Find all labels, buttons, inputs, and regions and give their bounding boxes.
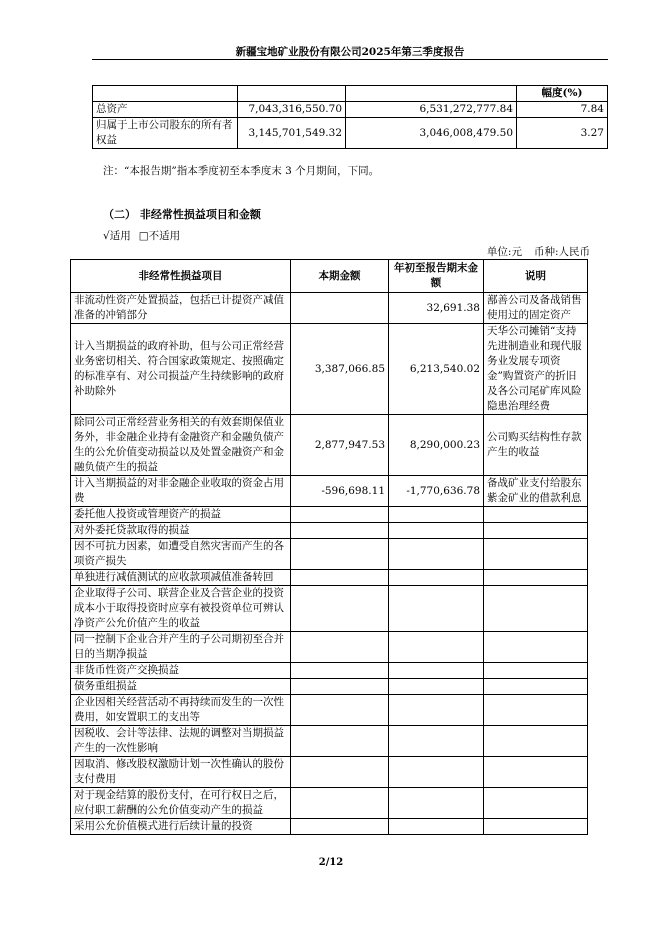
ytd-cell — [389, 788, 484, 819]
applicability-options — [103, 228, 188, 243]
ytd-cell — [389, 586, 484, 632]
item-cell: 因取消、修改股权激励计划一次性确认的股份支付费用 — [71, 757, 291, 788]
note-cell — [484, 632, 588, 663]
item-cell: 企业取得子公司、联营企业及合营企业的投资成本小于取得投资时应享有被投资单位可辨认净资产公允价值产生的收益 — [71, 586, 291, 632]
note-cell — [484, 570, 588, 586]
item-cell: 对于现金结算的股份支付，在可行权日之后，应付职工薪酬的公允价值变动产生的损益 — [71, 788, 291, 819]
table-row — [71, 663, 588, 679]
item-cell: 除同公司正常经营业务相关的有效套期保值业务外，非金融企业持有金融资产和金融负债产生的公允价值变动损益以及处置金融资产和金融负债产生的损益 — [71, 415, 291, 476]
current-cell — [291, 788, 389, 819]
current-cell — [291, 507, 389, 523]
current-cell: 3,387,066.85 — [291, 324, 389, 415]
item-cell: 计入当期损益的对非金融企业收取的资金占用费 — [71, 476, 291, 507]
current-cell — [291, 523, 389, 539]
note-cell — [484, 819, 588, 835]
table-row — [71, 415, 588, 476]
ytd-cell — [389, 726, 484, 757]
item-cell: 委托他人投资或管理资产的损益 — [71, 507, 291, 523]
change-header: 幅度(%) — [517, 86, 608, 102]
item-cell: 非流动性资产处置损益，包括已计提资产减值准备的冲销部分 — [71, 293, 291, 324]
ytd-cell — [389, 679, 484, 695]
ytd-cell — [389, 757, 484, 788]
table-row — [71, 523, 588, 539]
table-row — [71, 570, 588, 586]
current-cell — [291, 695, 389, 726]
ytd-cell — [389, 523, 484, 539]
current-cell: 2,877,947.53 — [291, 415, 389, 476]
ytd-cell — [389, 632, 484, 663]
item-cell: 计入当期损益的政府补助，但与公司正常经营业务密切相关、符合国家政策规定、按照确定的标准享有、对公司损益产生持续影响的政府补助除外 — [71, 324, 291, 415]
note-cell — [484, 726, 588, 757]
table-row — [71, 632, 588, 663]
header-divider — [92, 59, 608, 60]
report-header: 新疆宝地矿业股份有限公司2025年第三季度报告 — [235, 46, 465, 58]
ytd-cell: 6,213,540.02 — [389, 324, 484, 415]
current-cell — [291, 586, 389, 632]
table-row — [93, 118, 608, 149]
table-header-row — [71, 260, 588, 293]
ytd-cell: 8,290,000.23 — [389, 415, 484, 476]
note-cell — [484, 663, 588, 679]
prior-cell: 6,531,272,777.84 — [346, 102, 517, 118]
table-row — [71, 586, 588, 632]
item-cell: 非货币性资产交换损益 — [71, 663, 291, 679]
current-cell — [291, 293, 389, 324]
currency-label: 币种:人民币 — [533, 246, 590, 258]
item-cell: 因不可抗力因素，如遭受自然灾害而产生的各项资产损失 — [71, 539, 291, 570]
current-cell — [291, 679, 389, 695]
non-recurring-items-table — [70, 259, 588, 835]
section-title: （二） 非经常性损益项目和金额 — [103, 208, 261, 221]
current-cell — [291, 663, 389, 679]
note-cell — [484, 788, 588, 819]
item-cell: 因税收、会计等法律、法规的调整对当期损益产生的一次性影响 — [71, 726, 291, 757]
header-current: 本期金额 — [291, 260, 389, 293]
ytd-cell — [389, 539, 484, 570]
current-cell — [291, 726, 389, 757]
item-cell: 对外委托贷款取得的损益 — [71, 523, 291, 539]
item-cell: 债务重组损益 — [71, 679, 291, 695]
table-row — [71, 695, 588, 726]
note-cell — [484, 679, 588, 695]
table-row — [71, 539, 588, 570]
header-item: 非经常性损益项目 — [71, 260, 291, 293]
header-note: 说明 — [484, 260, 588, 293]
note-cell: 备战矿业支付给股东紫金矿业的借款利息 — [484, 476, 588, 507]
note-cell — [484, 507, 588, 523]
item-cell: 企业因相关经营活动不再持续而发生的一次性费用，如安置职工的支出等 — [71, 695, 291, 726]
item-cell: 归属于上市公司股东的所有者权益 — [93, 118, 238, 149]
note-cell: 公司购买结构性存款产生的收益 — [484, 415, 588, 476]
unit-line — [475, 244, 590, 259]
current-cell — [291, 570, 389, 586]
note-cell — [484, 523, 588, 539]
ytd-cell — [389, 695, 484, 726]
current-cell: 7,043,316,550.70 — [238, 102, 346, 118]
current-cell — [291, 819, 389, 835]
table-row — [71, 324, 588, 415]
page-number: 2/12 — [318, 857, 344, 868]
table-row — [71, 819, 588, 835]
table-row — [71, 726, 588, 757]
item-cell: 总资产 — [93, 102, 238, 118]
table-row — [71, 679, 588, 695]
note-cell — [484, 695, 588, 726]
table-header-row — [93, 86, 608, 102]
applicable-checkbox: √适用 — [103, 230, 131, 242]
item-cell: 单独进行减值测试的应收款项减值准备转回 — [71, 570, 291, 586]
table-row — [71, 293, 588, 324]
ytd-cell — [389, 507, 484, 523]
header-ytd: 年初至报告期末金额 — [389, 260, 484, 293]
current-cell: 3,145,701,549.32 — [238, 118, 346, 149]
ytd-cell: 32,691.38 — [389, 293, 484, 324]
note-cell: 鄯善公司及备战销售使用过的固定资产 — [484, 293, 588, 324]
unit-label: 单位:元 — [486, 246, 522, 258]
prior-cell: 3,046,008,479.50 — [346, 118, 517, 149]
note-cell — [484, 757, 588, 788]
note-cell — [484, 539, 588, 570]
item-cell: 采用公允价值模式进行后续计量的投资 — [71, 819, 291, 835]
table-row — [71, 788, 588, 819]
ytd-cell: -1,770,636.78 — [389, 476, 484, 507]
change-cell: 3.27 — [517, 118, 608, 149]
ytd-cell — [389, 570, 484, 586]
ytd-cell — [389, 819, 484, 835]
current-cell — [291, 539, 389, 570]
not-applicable-checkbox: □不适用 — [138, 230, 181, 242]
ytd-cell — [389, 663, 484, 679]
balance-summary-table — [92, 85, 608, 149]
note-cell — [484, 586, 588, 632]
table-row — [93, 102, 608, 118]
table-row — [71, 757, 588, 788]
change-cell: 7.84 — [517, 102, 608, 118]
table-row — [71, 476, 588, 507]
current-cell: -596,698.11 — [291, 476, 389, 507]
note-cell: 天华公司摊销“支持先进制造业和现代服务业发展专项资金”购置资产的折旧及各公司尾矿库风险隐患治理经费 — [484, 324, 588, 415]
item-cell: 同一控制下企业合并产生的子公司期初至合并日的当期净损益 — [71, 632, 291, 663]
table-row — [71, 507, 588, 523]
table-note: 注：“本报告期”指本季度初至本季度末 3 个月期间，下同。 — [103, 165, 380, 177]
table-body — [71, 293, 588, 835]
current-cell — [291, 632, 389, 663]
current-cell — [291, 757, 389, 788]
